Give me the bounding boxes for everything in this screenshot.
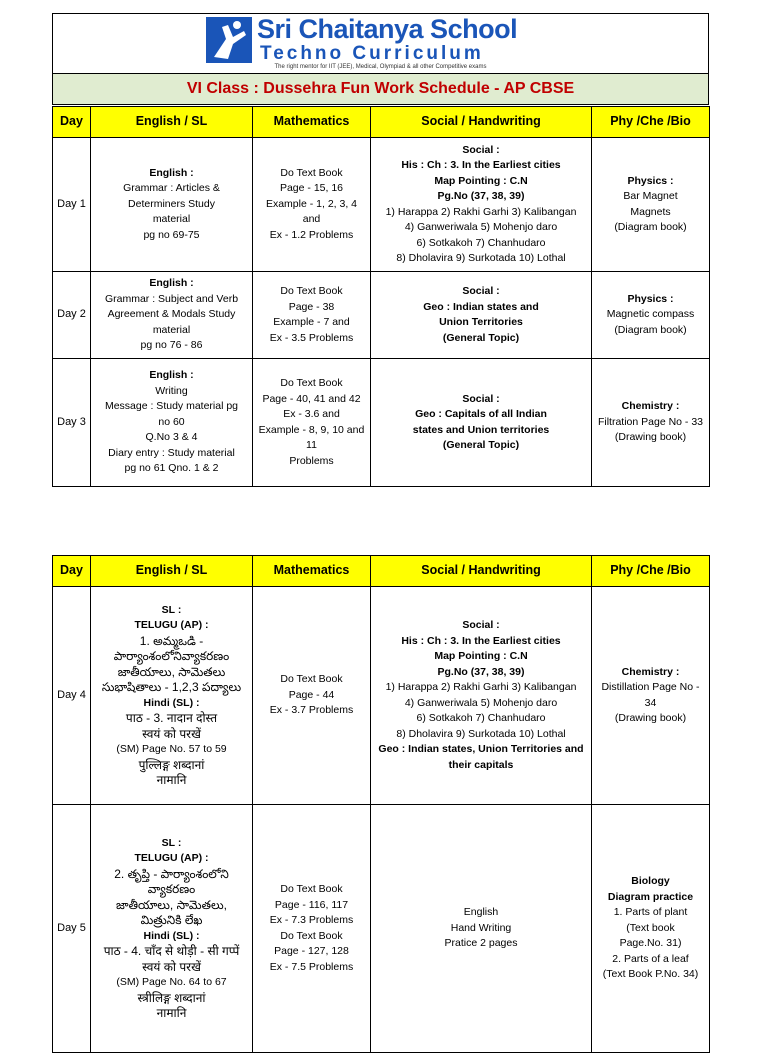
col-social: Social / Handwriting [371,556,592,587]
science-heading: Biology [631,875,670,888]
telugu-line: 2. తృప్తి - పార్యాంశంలోని [114,866,229,881]
day-cell: Day 5 [53,805,91,1053]
science-line: 34 [644,696,657,709]
social-line: (General Topic) [442,331,520,344]
col-science: Phy /Che /Bio [592,107,710,138]
social-line: 6) Sotkakoh 7) Chanhudaro [416,712,546,724]
math-line: Ex - 3.6 and [283,408,340,420]
english-cell [91,272,253,359]
sl-heading: SL : [161,603,182,616]
science-line: Magnets [630,205,671,218]
science-heading: Chemistry : [621,400,680,413]
hindi-line: पाठ - 3. नादान दोस्त [125,711,218,725]
telugu-line: జాతీయాలు, సామెతలు [117,664,226,679]
social-line: Hand Writing [450,921,512,934]
science-line: (Text book [626,921,675,934]
social-cell [371,138,592,272]
col-day: Day [53,107,91,138]
math-line: Ex - 3.5 Problems [269,331,354,344]
social-line: 8) Dholavira 9) Surkotada 10) Lothal [396,252,566,264]
schedule-table-1 [52,106,710,487]
social-line: 1) Harappa 2) Rakhi Garhi 3) Kalibangan [385,205,577,218]
math-cell [253,359,371,487]
schedule-table-2 [52,555,710,1053]
hindi-line: (SM) Page No. 57 to 59 [116,743,227,755]
science-line: (Text Book P.No. 34) [602,968,699,981]
science-line: Distillation Page No - [601,681,700,693]
telugu-heading: TELUGU (AP) : [134,619,209,631]
social-cell [371,587,592,805]
brand-subtitle: Techno Curriculum [260,43,484,64]
social-cell [371,805,592,1053]
page-title: VI Class : Dussehra Fun Work Schedule - AP CBSE [52,74,709,105]
sanskrit-line: नामानि [156,773,187,787]
day-cell: Day 2 [53,272,91,359]
day-cell: Day 1 [53,138,91,272]
math-line: Do Text Book [280,673,343,686]
math-line: Ex - 7.3 Problems [269,914,354,926]
table-row [53,138,710,272]
math-line: Do Text Book [280,929,343,942]
science-cell [592,359,710,487]
col-english: English / SL [91,107,253,138]
science-line: (Drawing book) [614,431,687,444]
social-heading: Social : [462,143,500,156]
english-line: no 60 [158,415,185,428]
english-line: material [152,213,191,226]
math-line: Page - 15, 16 [279,182,344,195]
hindi-line: स्वयं को परखें [142,726,201,741]
science-line: Filtration Page No - 33 [597,415,704,428]
math-line: Do Text Book [280,285,343,297]
math-line: Problems [289,454,334,467]
math-cell [253,587,371,805]
col-science: Phy /Che /Bio [592,556,710,587]
math-line: and [302,213,321,226]
social-line: Pratice 2 pages [444,937,518,950]
social-geo: their capitals [448,758,514,771]
english-cell [91,805,253,1053]
science-line: Page.No. 31) [619,937,682,950]
social-heading: Social : [462,619,500,631]
math-cell [253,805,371,1053]
math-line: Page - 38 [288,300,335,313]
science-line: (Diagram book) [614,221,687,233]
hindi-line: पाठ - 4. चाँद से थोड़ी - सी गप्पें [103,944,240,958]
header-row [53,107,710,138]
social-line: Geo : Indian states and [423,300,539,313]
table-row [53,805,710,1053]
hindi-heading: Hindi (SL) : [143,929,200,942]
english-line: Agreement & Modals Study [107,308,236,321]
telugu-line: మిత్రునికి లేఖ [140,913,203,927]
col-english: English / SL [91,556,253,587]
math-line: 11 [306,439,317,451]
science-cell [592,272,710,359]
math-line: Example - 8, 9, 10 and [258,423,365,436]
english-line: Q.No 3 & 4 [145,431,198,444]
english-line: Message : Study material pg [104,400,239,413]
math-line: Page - 40, 41 and 42 [262,392,361,405]
social-line: states and Union territories [412,423,550,436]
math-line: Do Text Book [280,883,343,895]
school-header [52,13,709,74]
social-cell [371,359,592,487]
math-line: Ex - 3.7 Problems [269,704,354,717]
social-pages: Pg.No (37, 38, 39) [437,190,525,202]
social-line: English [463,906,499,919]
english-cell [91,359,253,487]
english-line: material [152,323,191,336]
day-cell: Day 3 [53,359,91,487]
science-line: (Drawing book) [614,712,687,724]
social-line: 6) Sotkakoh 7) Chanhudaro [416,236,546,249]
col-social: Social / Handwriting [371,107,592,138]
telugu-line: సుభాషితాలు - 1,2,3 పద్యాలు [101,680,242,694]
science-line: 1. Parts of plant [613,906,688,919]
telugu-line: వ్యాకరణం [147,882,196,896]
hindi-line: (SM) Page No. 64 to 67 [116,976,227,988]
science-cell [592,805,710,1053]
math-line: Example - 7 and [273,316,350,328]
header-row [53,556,710,587]
english-line: pg no 61 Qno. 1 & 2 [124,462,219,475]
english-line: Determiners Study [128,197,215,210]
math-line: Example - 1, 2, 3, 4 [265,197,358,210]
tagline: The right mentor for IIT (JEE), Medical, Olympiad & all other Competitive exams [274,64,487,70]
science-cell [592,138,710,272]
day-cell: Day 4 [53,587,91,805]
english-line: Writing [155,384,188,397]
science-line: Magnetic compass [606,308,695,321]
table-row [53,587,710,805]
col-math: Mathematics [253,556,371,587]
math-cell [253,272,371,359]
english-line: pg no 76 - 86 [140,339,203,352]
social-line: 1) Harappa 2) Rakhi Garhi 3) Kalibangan [385,681,577,693]
social-pages: Pg.No (37, 38, 39) [437,665,525,678]
science-line: Bar Magnet [623,190,678,202]
telugu-line: పార్యాంశంలోనివ్యాకరణం [113,649,230,663]
english-line: Diary entry : Study material [108,446,235,459]
social-geo: Geo : Indian states, Union Territories and [378,743,584,755]
brand-name: Sri Chaitanya School [257,14,518,44]
sanskrit-line: नामानि [156,1006,187,1020]
social-chapter: His : Ch : 3. In the Earliest cities [401,159,561,171]
telugu-heading: TELUGU (AP) : [134,852,209,864]
social-heading: Social : [462,392,500,405]
english-cell [91,138,253,272]
sl-heading: SL : [161,836,182,849]
col-day: Day [53,556,91,587]
hindi-line: स्वयं को परखें [142,959,201,974]
science-cell [592,587,710,805]
science-line: (Diagram book) [614,323,687,336]
english-line: pg no 69-75 [143,228,200,241]
col-math: Mathematics [253,107,371,138]
social-line: Geo : Capitals of all Indian [415,408,547,420]
science-subheading: Diagram practice [607,890,694,903]
science-line: 2. Parts of a leaf [612,952,689,965]
math-line: Page - 127, 128 [274,945,349,957]
telugu-line: జాతీయాలు, సామెతలు, [116,897,227,912]
hindi-heading: Hindi (SL) : [143,696,200,709]
social-map: Map Pointing : C.N [434,650,528,662]
science-heading: Physics : [627,292,674,305]
science-heading: Physics : [627,174,674,187]
social-line: 4) Ganweriwala 5) Mohenjo daro [404,221,558,233]
math-line: Do Text Book [280,377,343,389]
english-heading: English : [149,277,194,290]
social-line: 4) Ganweriwala 5) Mohenjo daro [404,696,558,709]
social-heading: Social : [462,285,500,297]
math-line: Page - 44 [288,688,335,701]
math-line: Do Text Book [280,166,343,179]
science-heading: Chemistry : [621,665,680,678]
sanskrit-line: पुल्लिङ्ग शब्दानां [138,757,205,772]
social-chapter: His : Ch : 3. In the Earliest cities [401,634,561,647]
table-row [53,359,710,487]
table-row [53,272,710,359]
sanskrit-line: स्त्रीलिङ्ग शब्दानां [137,990,206,1005]
english-line: Grammar : Subject and Verb [104,292,239,305]
english-heading: English : [149,166,194,179]
math-line: Page - 116, 117 [274,898,349,911]
social-map: Map Pointing : C.N [434,174,528,187]
math-line: Ex - 1.2 Problems [269,228,354,241]
runner-logo-icon [206,17,252,63]
english-line: Grammar : Articles & [123,182,220,195]
telugu-line: 1. అమ్మఒడి - [139,633,204,648]
social-line: 8) Dholavira 9) Surkotada 10) Lothal [396,727,566,740]
english-heading: English : [149,369,194,382]
social-line: Union Territories [439,316,523,328]
math-cell [253,138,371,272]
math-line: Ex - 7.5 Problems [269,960,354,973]
social-line: (General Topic) [442,439,520,451]
english-cell [91,587,253,805]
social-cell [371,272,592,359]
